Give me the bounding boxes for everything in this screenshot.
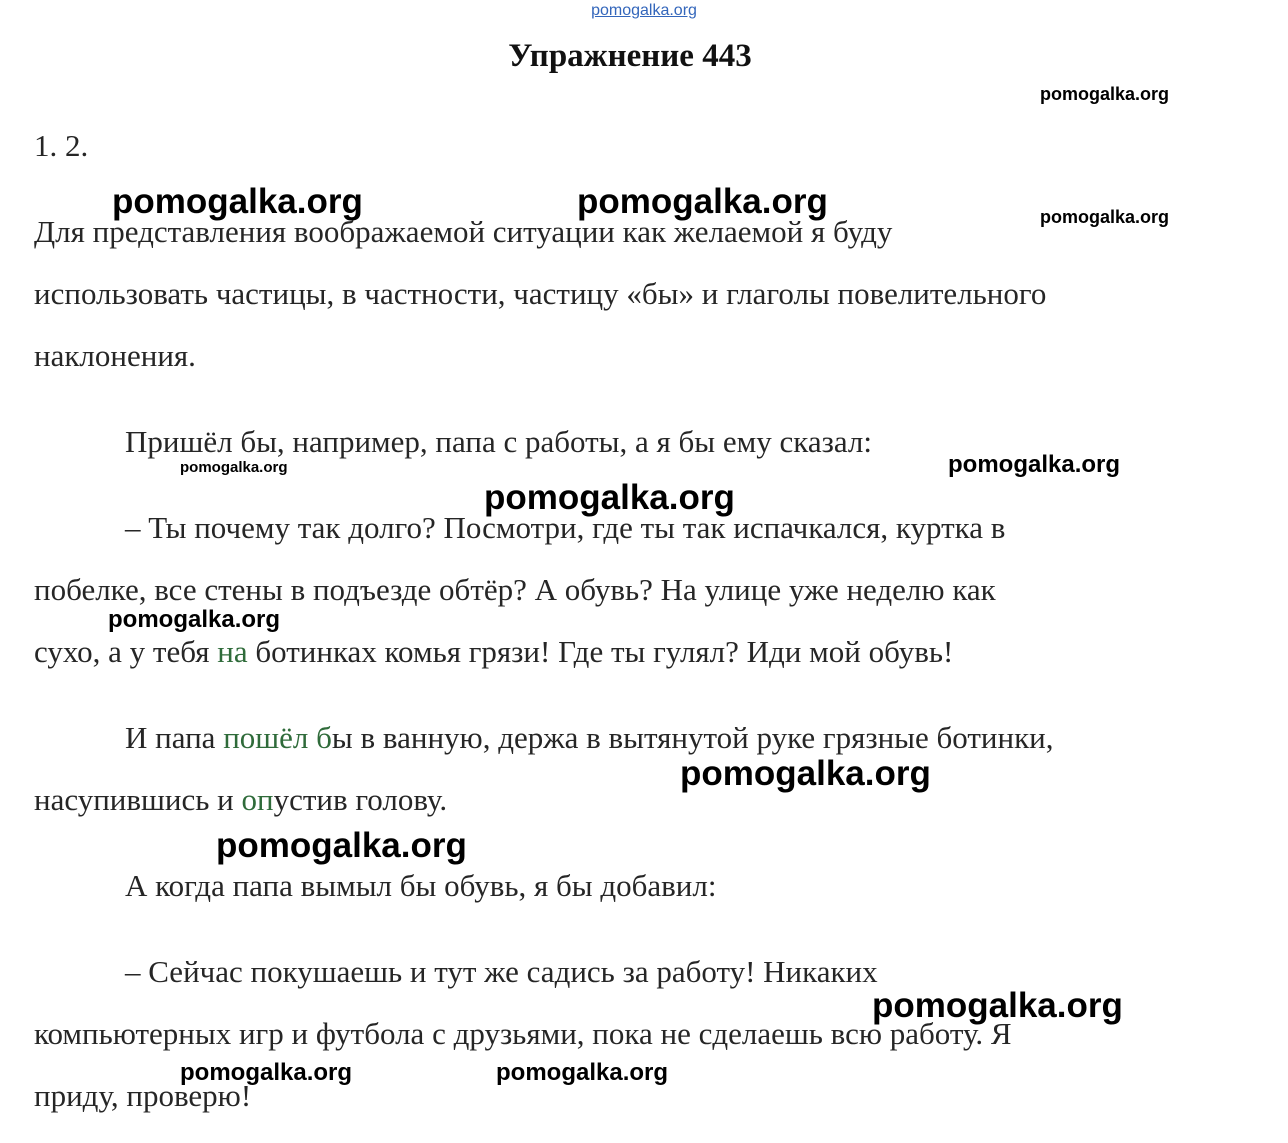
watermark: pomogalka.org	[577, 182, 828, 221]
watermark: pomogalka.org	[180, 459, 288, 476]
paragraph-2-line-1: Пришёл бы, например, папа с работы, а я бы ему сказал:	[125, 424, 872, 459]
paragraph-3-line-3	[34, 634, 953, 670]
watermark: pomogalka.org	[872, 986, 1123, 1025]
paragraph-1-line-2: использовать частицы, в частности, частицу «бы» и глаголы повелительного	[34, 276, 1047, 311]
text-segment: устив голову.	[273, 782, 448, 817]
paragraph-3-line-2: побелке, все стены в подъезде обтёр? А обувь? На улице уже неделю как	[34, 572, 996, 607]
highlighted-text: на	[217, 634, 248, 669]
watermark: pomogalka.org	[1040, 207, 1170, 227]
watermark: pomogalka.org	[484, 478, 735, 517]
text-segment: сухо, а у тебя	[34, 634, 218, 669]
text-segment: И папа	[125, 720, 224, 755]
text-segment: насупившись и	[34, 782, 242, 817]
highlighted-text: пошёл б	[223, 720, 332, 755]
paragraph-4-line-1	[125, 720, 1054, 756]
paragraph-1-line-3: наклонения.	[34, 338, 196, 373]
paragraph-5-line-1: А когда папа вымыл бы обувь, я бы добавил:	[125, 868, 717, 903]
paragraph-3-line-1: – Ты почему так долго? Посмотри, где ты так испачкался, куртка в	[125, 510, 1006, 545]
source-link[interactable]: pomogalka.org	[591, 2, 697, 19]
watermark: pomogalka.org	[496, 1059, 669, 1086]
watermark: pomogalka.org	[216, 826, 467, 865]
paragraph-6-line-3: приду, проверю!	[34, 1078, 252, 1113]
highlighted-text: оп	[241, 782, 274, 817]
watermark: pomogalka.org	[108, 606, 281, 633]
paragraph-6-line-1: – Сейчас покушаешь и тут же садись за работу! Никаких	[125, 954, 878, 989]
watermark: pomogalka.org	[1040, 84, 1170, 104]
watermark: pomogalka.org	[948, 451, 1121, 478]
watermark: pomogalka.org	[180, 1059, 353, 1086]
watermark: pomogalka.org	[680, 754, 931, 793]
text-segment: ы в ванную, держа в вытянутой руке грязные ботинки,	[331, 720, 1054, 755]
task-numbering: 1. 2.	[34, 128, 89, 163]
text-segment: ботинках комья грязи! Где ты гулял? Иди мой обувь!	[247, 634, 954, 669]
watermark: pomogalka.org	[112, 182, 363, 221]
paragraph-4-line-2	[34, 782, 447, 818]
paragraph-6-line-2: компьютерных игр и футбола с друзьями, пока не сделаешь всю работу. Я	[34, 1016, 1012, 1051]
page-title: Упражнение 443	[508, 38, 752, 74]
paragraph-1-line-1: Для представления воображаемой ситуации как желаемой я буду	[34, 214, 893, 249]
